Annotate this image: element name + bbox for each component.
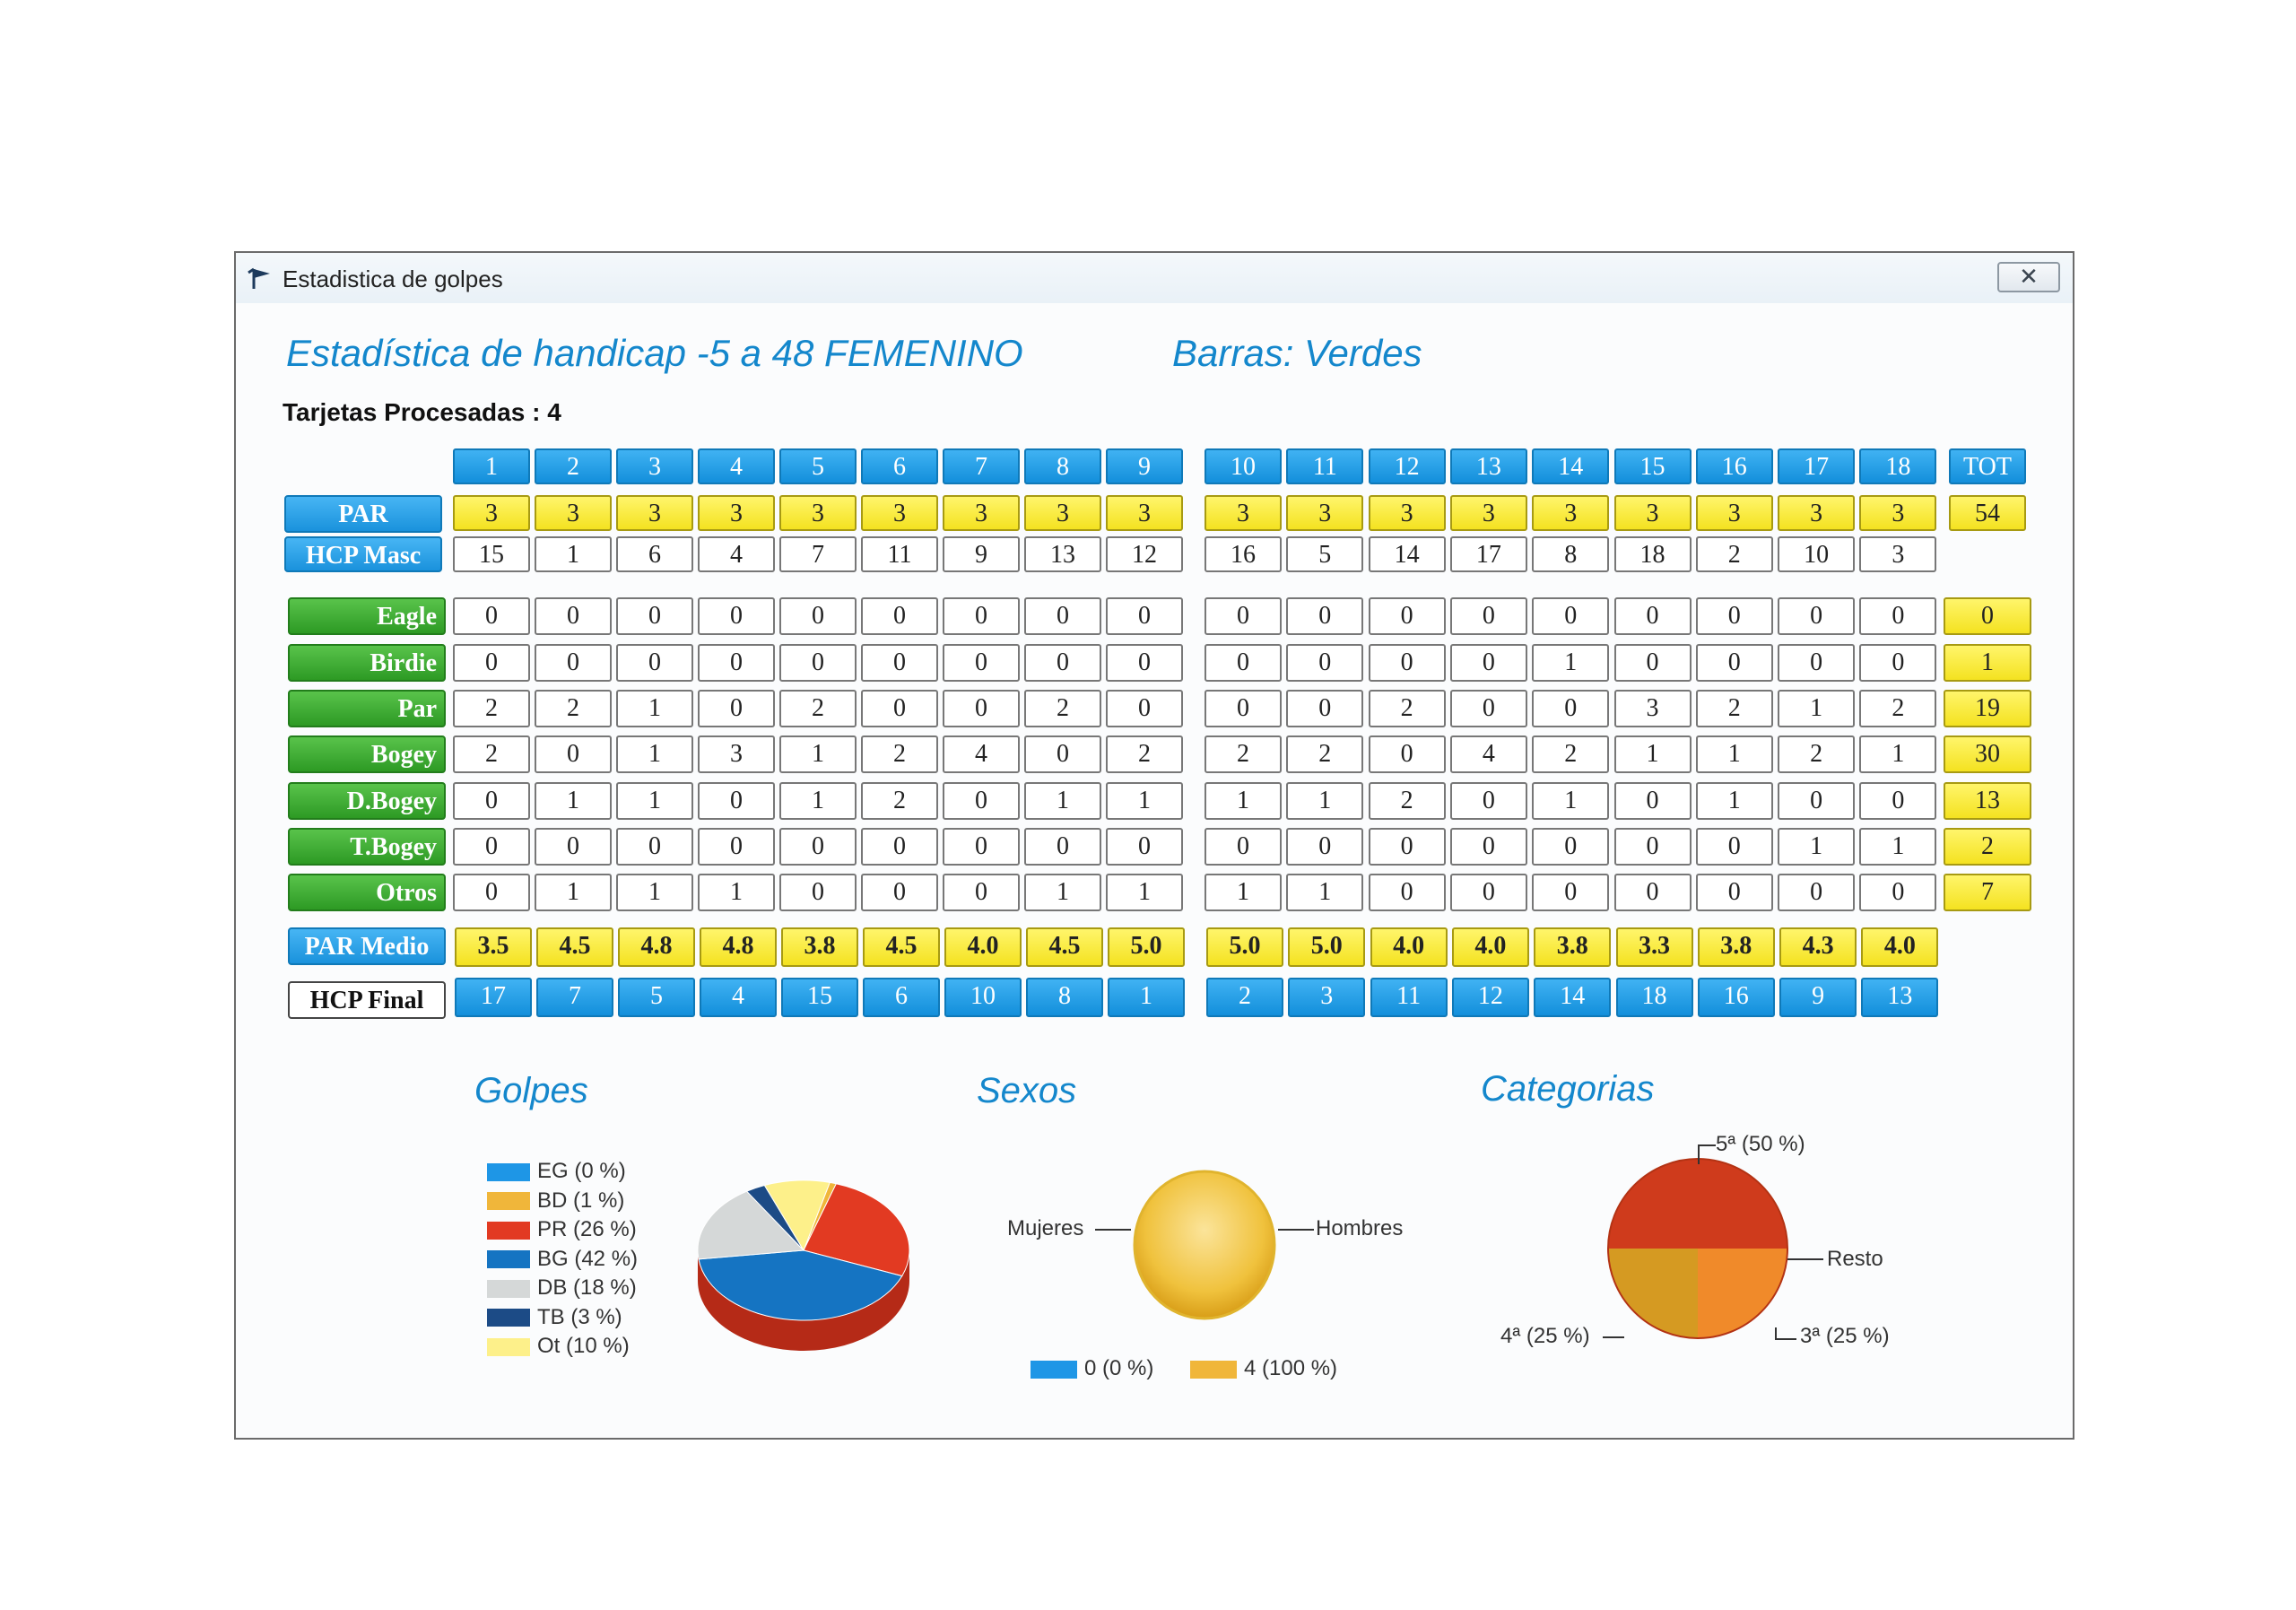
- legend-label: EG (0 %): [537, 1159, 626, 1183]
- stat-cell: 0: [698, 690, 775, 727]
- stat-cell: 0: [1205, 597, 1282, 635]
- stat-cell: 0: [1286, 644, 1363, 682]
- stat-cell: 1: [698, 874, 775, 911]
- leader-line: [1698, 1144, 1716, 1164]
- hole-header: 10: [1205, 448, 1282, 484]
- stat-cell: 2: [779, 690, 857, 727]
- stat-cell: 1: [1106, 782, 1183, 820]
- stat-cell: 1: [616, 690, 693, 727]
- stat-cell: 1: [1532, 782, 1609, 820]
- sexos-legend-item: [1190, 1356, 1337, 1379]
- hcp-masc-cell: 7: [779, 536, 857, 572]
- hcp-final-cell: 10: [944, 978, 1022, 1017]
- hcp-final-cell: 2: [1206, 978, 1283, 1017]
- stat-cell: 2: [1369, 690, 1446, 727]
- stat-cell: 0: [779, 644, 857, 682]
- hole-header: 5: [779, 448, 857, 484]
- stat-cell: 0: [1369, 874, 1446, 911]
- hcp-masc-row-label: HCP Masc: [284, 536, 442, 572]
- hcp-final-cell: 4: [700, 978, 777, 1017]
- stat-cell: 0: [861, 690, 938, 727]
- par-medio-cell: 4.5: [536, 927, 613, 967]
- hole-header: 6: [861, 448, 938, 484]
- stat-cell: 0: [453, 644, 530, 682]
- hole-header: 14: [1532, 448, 1609, 484]
- hole-header: 16: [1696, 448, 1773, 484]
- par-medio-cell: 4.0: [944, 927, 1022, 967]
- legend-label: DB (18 %): [537, 1275, 637, 1300]
- categorias-chart-title: Categorias: [1481, 1069, 1655, 1109]
- report-heading: Estadística de handicap -5 a 48 FEMENINO: [286, 332, 1023, 374]
- stat-cell: 2: [1205, 735, 1282, 773]
- golpes-legend-item: [487, 1188, 624, 1212]
- hcp-masc-cell: 6: [616, 536, 693, 572]
- hole-header: 7: [943, 448, 1020, 484]
- stat-cell: 1: [1286, 782, 1363, 820]
- stat-cell: 0: [1450, 782, 1527, 820]
- stat-cell: 0: [1532, 828, 1609, 866]
- hcp-masc-cell: 18: [1614, 536, 1692, 572]
- categorias-slice-5: [1608, 1159, 1787, 1249]
- par-medio-cell: 5.0: [1206, 927, 1283, 967]
- hcp-final-row-label: HCP Final: [288, 981, 446, 1019]
- stat-cell: 2: [453, 735, 530, 773]
- legend-swatch: [1190, 1361, 1237, 1379]
- par-cell: 3: [943, 495, 1020, 531]
- stat-cell: 0: [535, 828, 612, 866]
- hcp-final-cell: 3: [1288, 978, 1365, 1017]
- par-cell: 3: [1205, 495, 1282, 531]
- hole-header: 15: [1614, 448, 1692, 484]
- stat-cell: 0: [1696, 597, 1773, 635]
- stat-cell: 0: [1369, 644, 1446, 682]
- stat-row-label: Birdie: [288, 644, 446, 682]
- stat-cell: 0: [1205, 828, 1282, 866]
- par-medio-cell: 3.5: [455, 927, 532, 967]
- stat-cell: 1: [535, 782, 612, 820]
- stat-total-cell: 1: [1944, 644, 2031, 682]
- stat-cell: 1: [1859, 735, 1936, 773]
- title-bar: [236, 253, 2073, 303]
- stat-cell: 0: [1205, 690, 1282, 727]
- stat-cell: 0: [1205, 644, 1282, 682]
- leader-line: [1278, 1229, 1314, 1231]
- categorias-label-5: 5ª (50 %): [1716, 1132, 1805, 1156]
- par-medio-cell: 4.8: [618, 927, 695, 967]
- tee-heading: Barras: Verdes: [1172, 332, 1422, 374]
- stat-total-cell: 0: [1944, 597, 2031, 635]
- stat-cell: 0: [779, 828, 857, 866]
- hcp-final-cell: 18: [1616, 978, 1693, 1017]
- legend-swatch: [487, 1338, 530, 1356]
- stat-cell: 2: [1696, 690, 1773, 727]
- hcp-final-cell: 16: [1698, 978, 1775, 1017]
- stat-cell: 3: [698, 735, 775, 773]
- hcp-masc-cell: 11: [861, 536, 938, 572]
- categorias-pie-chart: [1599, 1150, 1796, 1347]
- stat-cell: 0: [1450, 597, 1527, 635]
- par-cell: 3: [1450, 495, 1527, 531]
- categorias-label-3: 3ª (25 %): [1800, 1324, 1890, 1348]
- stat-cell: 0: [1024, 735, 1101, 773]
- stat-cell: 0: [1106, 644, 1183, 682]
- leader-line: [1603, 1336, 1624, 1338]
- stat-cell: 0: [943, 690, 1020, 727]
- sexos-slice-women: [1135, 1171, 1274, 1318]
- stat-cell: 0: [1859, 644, 1936, 682]
- stat-cell: 1: [1286, 874, 1363, 911]
- legend-swatch: [487, 1222, 530, 1240]
- stat-row-label: Par: [288, 690, 446, 727]
- sexos-label-left: Mujeres: [1007, 1216, 1084, 1240]
- legend-swatch: [487, 1309, 530, 1327]
- hole-header: 4: [698, 448, 775, 484]
- par-medio-cell: 4.0: [1861, 927, 1938, 967]
- par-medio-cell: 3.8: [1534, 927, 1611, 967]
- par-cell: 3: [861, 495, 938, 531]
- stat-cell: 1: [1205, 782, 1282, 820]
- stat-cell: 0: [1286, 690, 1363, 727]
- par-cell: 3: [1024, 495, 1101, 531]
- par-medio-cell: 5.0: [1288, 927, 1365, 967]
- golpes-legend-item: [487, 1247, 638, 1270]
- legend-swatch: [1031, 1361, 1077, 1379]
- stat-total-cell: 2: [1944, 828, 2031, 866]
- hole-header: 3: [616, 448, 693, 484]
- stat-total-cell: 13: [1944, 782, 2031, 820]
- stat-cell: 0: [779, 597, 857, 635]
- stat-cell: 0: [453, 828, 530, 866]
- par-medio-cell: 5.0: [1108, 927, 1185, 967]
- stat-cell: 0: [1614, 782, 1692, 820]
- stat-row-label: Bogey: [288, 735, 446, 773]
- stat-cell: 2: [1859, 690, 1936, 727]
- hcp-final-cell: 11: [1370, 978, 1448, 1017]
- hcp-final-cell: 15: [781, 978, 858, 1017]
- par-row-label: PAR: [284, 495, 442, 533]
- stat-cell: 1: [779, 782, 857, 820]
- legend-swatch: [487, 1163, 530, 1181]
- par-medio-cell: 4.8: [700, 927, 777, 967]
- legend-label: BG (42 %): [537, 1246, 639, 1271]
- hole-header: 17: [1778, 448, 1855, 484]
- hcp-final-cell: 17: [455, 978, 532, 1017]
- stat-cell: 0: [1778, 597, 1855, 635]
- legend-label: Ot (10 %): [537, 1334, 630, 1358]
- categorias-slice-3: [1698, 1249, 1787, 1338]
- hcp-masc-cell: 5: [1286, 536, 1363, 572]
- par-cell: 3: [453, 495, 530, 531]
- stat-cell: 0: [616, 597, 693, 635]
- stat-cell: 0: [453, 782, 530, 820]
- par-cell: 3: [1106, 495, 1183, 531]
- hcp-masc-cell: 10: [1778, 536, 1855, 572]
- stat-cell: 0: [698, 782, 775, 820]
- hole-header: 18: [1859, 448, 1936, 484]
- stat-cell: 1: [1778, 828, 1855, 866]
- leader-line: [1787, 1258, 1823, 1260]
- stat-cell: 0: [861, 597, 938, 635]
- stat-cell: 0: [616, 828, 693, 866]
- golf-flag-icon: [247, 265, 274, 291]
- stat-cell: 2: [1778, 735, 1855, 773]
- stat-cell: 0: [698, 828, 775, 866]
- par-medio-cell: 4.5: [1026, 927, 1103, 967]
- stat-cell: 0: [1024, 644, 1101, 682]
- stat-cell: 1: [1106, 874, 1183, 911]
- par-cell: 3: [1532, 495, 1609, 531]
- sexos-chart-title: Sexos: [977, 1071, 1077, 1110]
- sexos-legend-item: [1031, 1356, 1153, 1379]
- stat-cell: 0: [861, 828, 938, 866]
- legend-label: BD (1 %): [537, 1188, 625, 1213]
- hcp-final-cell: 5: [618, 978, 695, 1017]
- par-cell: 3: [698, 495, 775, 531]
- legend-swatch: [487, 1250, 530, 1268]
- stat-cell: 1: [1614, 735, 1692, 773]
- par-medio-cell: 3.8: [781, 927, 858, 967]
- stat-cell: 0: [1778, 644, 1855, 682]
- golpes-legend-item: [487, 1275, 637, 1299]
- stat-cell: 0: [1369, 597, 1446, 635]
- stat-cell: 0: [1106, 597, 1183, 635]
- stat-cell: 0: [1369, 735, 1446, 773]
- stat-cell: 0: [861, 874, 938, 911]
- stat-cell: 0: [943, 597, 1020, 635]
- par-cell: 3: [1778, 495, 1855, 531]
- hcp-masc-cell: 9: [943, 536, 1020, 572]
- hcp-final-cell: 12: [1452, 978, 1529, 1017]
- stat-cell: 0: [1614, 597, 1692, 635]
- stat-cell: 1: [1696, 735, 1773, 773]
- stat-cell: 0: [616, 644, 693, 682]
- stat-cell: 1: [535, 874, 612, 911]
- stat-row-label: Otros: [288, 874, 446, 911]
- stat-cell: 1: [1024, 782, 1101, 820]
- stat-cell: 2: [1532, 735, 1609, 773]
- stat-cell: 0: [1450, 874, 1527, 911]
- golpes-legend-item: [487, 1334, 630, 1357]
- hcp-masc-cell: 3: [1859, 536, 1936, 572]
- hcp-masc-cell: 14: [1369, 536, 1446, 572]
- stat-cell: 0: [861, 644, 938, 682]
- par-cell: 3: [1614, 495, 1692, 531]
- hcp-masc-cell: 16: [1205, 536, 1282, 572]
- window-title: Estadistica de golpes: [283, 265, 503, 292]
- stat-cell: 4: [943, 735, 1020, 773]
- stat-cell: 1: [1778, 690, 1855, 727]
- hole-header: 13: [1450, 448, 1527, 484]
- stat-cell: 2: [1106, 735, 1183, 773]
- stat-cell: 0: [1778, 874, 1855, 911]
- stat-cell: 0: [1859, 782, 1936, 820]
- par-cell: 3: [1369, 495, 1446, 531]
- stat-cell: 0: [779, 874, 857, 911]
- total-header: TOT: [1949, 448, 2026, 484]
- hcp-masc-cell: 12: [1106, 536, 1183, 572]
- stat-cell: 2: [535, 690, 612, 727]
- hole-header: 2: [535, 448, 612, 484]
- par-medio-cell: 4.0: [1370, 927, 1448, 967]
- close-icon: ✕: [2019, 263, 2039, 290]
- stat-cell: 0: [1696, 644, 1773, 682]
- hole-header: 8: [1024, 448, 1101, 484]
- stat-cell: 0: [1369, 828, 1446, 866]
- stat-total-cell: 19: [1944, 690, 2031, 727]
- categorias-label-4: 4ª (25 %): [1500, 1324, 1590, 1348]
- legend-swatch: [487, 1192, 530, 1210]
- par-medio-cell: 3.3: [1616, 927, 1693, 967]
- processed-cards-label: Tarjetas Procesadas : 4: [283, 398, 561, 426]
- stat-cell: 0: [1532, 597, 1609, 635]
- hcp-final-cell: 14: [1534, 978, 1611, 1017]
- stat-total-cell: 7: [1944, 874, 2031, 911]
- sexos-pie-chart: [1124, 1159, 1285, 1329]
- leader-line: [1095, 1229, 1131, 1231]
- golpes-legend-item: [487, 1305, 622, 1328]
- stat-cell: 2: [453, 690, 530, 727]
- stat-total-cell: 30: [1944, 735, 2031, 773]
- stat-cell: 0: [1614, 644, 1692, 682]
- stat-cell: 0: [1859, 597, 1936, 635]
- stat-cell: 1: [1532, 644, 1609, 682]
- stat-cell: 0: [1286, 828, 1363, 866]
- stat-cell: 0: [535, 597, 612, 635]
- stat-cell: 0: [1106, 828, 1183, 866]
- leader-line: [1775, 1327, 1796, 1340]
- stat-cell: 0: [1450, 690, 1527, 727]
- stat-cell: 0: [1532, 874, 1609, 911]
- par-medio-cell: 4.0: [1452, 927, 1529, 967]
- stat-cell: 0: [943, 828, 1020, 866]
- hcp-final-cell: 9: [1779, 978, 1857, 1017]
- hcp-final-cell: 8: [1026, 978, 1103, 1017]
- stat-cell: 2: [1369, 782, 1446, 820]
- stat-cell: 4: [1450, 735, 1527, 773]
- stat-cell: 1: [1024, 874, 1101, 911]
- stat-cell: 0: [535, 644, 612, 682]
- stat-row-label: Eagle: [288, 597, 446, 635]
- stat-cell: 0: [1286, 597, 1363, 635]
- legend-label: TB (3 %): [537, 1304, 622, 1329]
- hcp-masc-cell: 1: [535, 536, 612, 572]
- par-medio-cell: 4.5: [863, 927, 940, 967]
- stat-cell: 0: [1696, 828, 1773, 866]
- stat-cell: 2: [1286, 735, 1363, 773]
- stat-cell: 0: [1696, 874, 1773, 911]
- stat-row-label: D.Bogey: [288, 782, 446, 820]
- hcp-final-cell: 1: [1108, 978, 1185, 1017]
- hcp-final-cell: 7: [536, 978, 613, 1017]
- stat-cell: 0: [1024, 828, 1101, 866]
- stat-cell: 0: [453, 874, 530, 911]
- stat-cell: 1: [1696, 782, 1773, 820]
- stat-cell: 0: [698, 644, 775, 682]
- statistics-window: [234, 251, 2074, 1440]
- stat-cell: 0: [535, 735, 612, 773]
- stat-cell: 0: [453, 597, 530, 635]
- golpes-chart-title: Golpes: [474, 1071, 588, 1110]
- stat-row-label: T.Bogey: [288, 828, 446, 866]
- hcp-final-cell: 13: [1861, 978, 1938, 1017]
- golpes-legend-item: [487, 1159, 626, 1182]
- stat-cell: 0: [943, 644, 1020, 682]
- hcp-masc-cell: 8: [1532, 536, 1609, 572]
- hole-header: 9: [1106, 448, 1183, 484]
- par-cell: 3: [616, 495, 693, 531]
- hole-header: 11: [1286, 448, 1363, 484]
- hole-header: 1: [453, 448, 530, 484]
- stat-cell: 0: [1778, 782, 1855, 820]
- hcp-masc-cell: 13: [1024, 536, 1101, 572]
- hcp-masc-cell: 17: [1450, 536, 1527, 572]
- stat-cell: 0: [698, 597, 775, 635]
- stat-cell: 0: [1450, 828, 1527, 866]
- sexos-label-right: Hombres: [1316, 1216, 1404, 1240]
- hcp-masc-cell: 2: [1696, 536, 1773, 572]
- legend-label: 0 (0 %): [1084, 1356, 1154, 1380]
- stat-cell: 0: [1614, 874, 1692, 911]
- stat-cell: 0: [1614, 828, 1692, 866]
- stat-cell: 1: [1859, 828, 1936, 866]
- stat-cell: 2: [861, 735, 938, 773]
- legend-label: 4 (100 %): [1244, 1356, 1338, 1380]
- par-cell: 3: [1859, 495, 1936, 531]
- stat-cell: 1: [1205, 874, 1282, 911]
- par-cell: 3: [1696, 495, 1773, 531]
- hcp-masc-cell: 4: [698, 536, 775, 572]
- legend-label: PR (26 %): [537, 1217, 637, 1241]
- categorias-slice-4: [1608, 1249, 1698, 1338]
- categorias-label-resto: Resto: [1827, 1247, 1883, 1271]
- hcp-masc-cell: 15: [453, 536, 530, 572]
- stat-cell: 1: [616, 735, 693, 773]
- par-total-cell: 54: [1949, 495, 2026, 531]
- hcp-final-cell: 6: [863, 978, 940, 1017]
- stat-cell: 0: [943, 782, 1020, 820]
- par-cell: 3: [535, 495, 612, 531]
- stat-cell: 1: [616, 782, 693, 820]
- par-cell: 3: [1286, 495, 1363, 531]
- close-button[interactable]: [1997, 262, 2060, 292]
- par-medio-cell: 3.8: [1698, 927, 1775, 967]
- golpes-legend-item: [487, 1217, 637, 1240]
- par-medio-cell: 4.3: [1779, 927, 1857, 967]
- legend-swatch: [487, 1280, 530, 1298]
- par-medio-row-label: PAR Medio: [288, 927, 446, 965]
- stat-cell: 0: [1106, 690, 1183, 727]
- par-cell: 3: [779, 495, 857, 531]
- golpes-pie-chart: [691, 1170, 916, 1358]
- hole-header: 12: [1369, 448, 1446, 484]
- stat-cell: 1: [616, 874, 693, 911]
- stat-cell: 3: [1614, 690, 1692, 727]
- stat-cell: 2: [861, 782, 938, 820]
- stat-cell: 0: [1859, 874, 1936, 911]
- stat-cell: 0: [1532, 690, 1609, 727]
- stat-cell: 1: [779, 735, 857, 773]
- stat-cell: 0: [1024, 597, 1101, 635]
- stat-cell: 2: [1024, 690, 1101, 727]
- stat-cell: 0: [1450, 644, 1527, 682]
- stat-cell: 0: [943, 874, 1020, 911]
